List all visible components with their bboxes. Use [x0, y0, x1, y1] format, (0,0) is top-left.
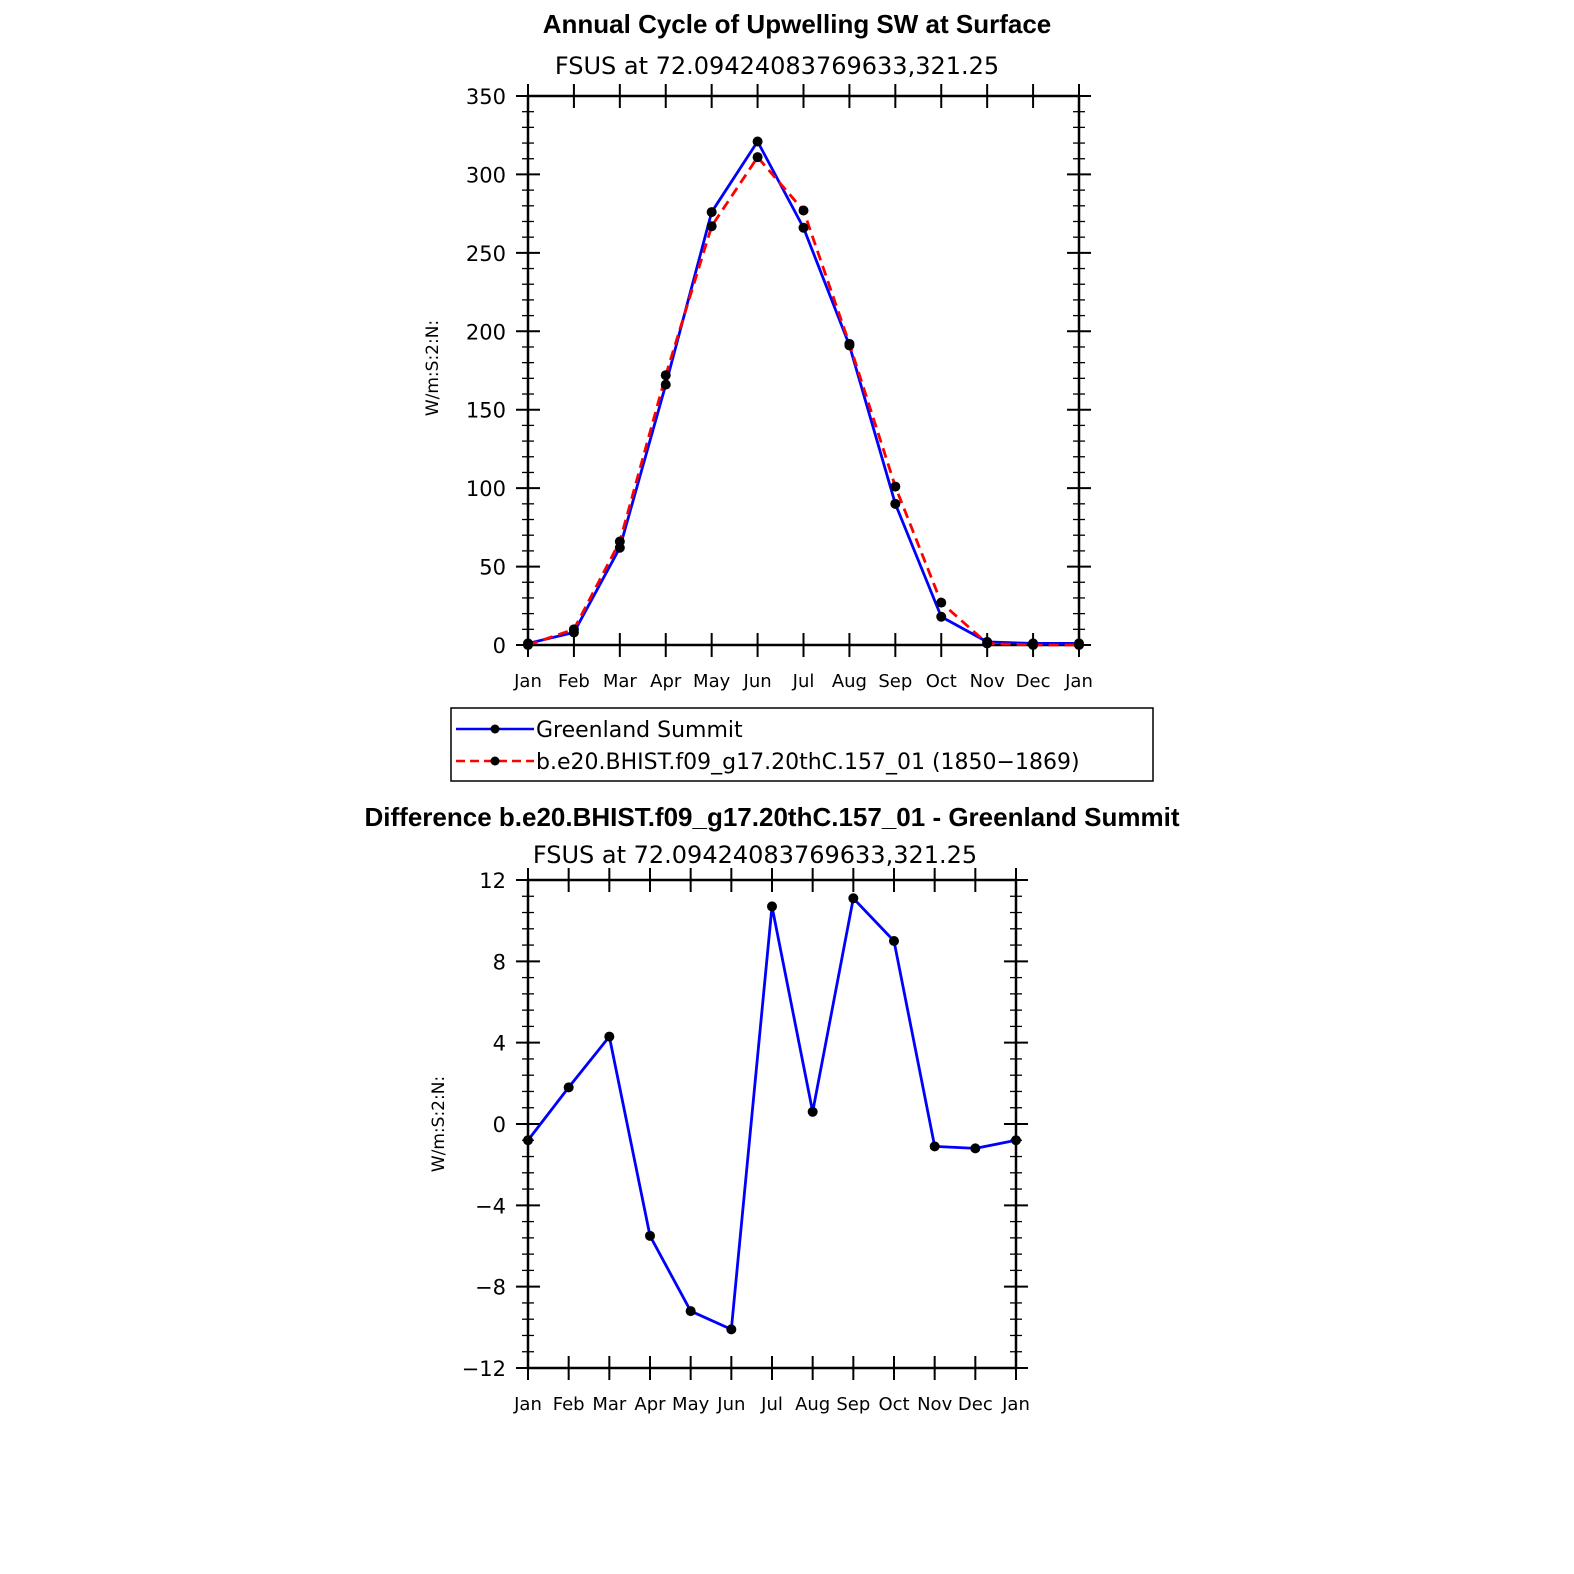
chart-title: Annual Cycle of Upwelling SW at Surface	[542, 9, 1052, 39]
plot-frame	[528, 880, 1016, 1368]
plot-area	[466, 84, 1093, 692]
series-line-0	[528, 898, 1016, 1329]
data-point	[523, 1135, 533, 1145]
x-tick-label: Nov	[917, 1394, 953, 1415]
x-tick-label: May	[693, 671, 731, 692]
data-point	[661, 370, 671, 380]
x-tick-label: Feb	[557, 671, 590, 692]
chart-title: Difference b.e20.BHIST.f09_g17.20thC.157_01 - Greenland Summit	[364, 802, 1180, 832]
data-point	[970, 1143, 980, 1153]
data-point	[936, 598, 946, 608]
y-tick-label: −4	[475, 1194, 506, 1219]
x-tick-label: Feb	[552, 1394, 585, 1415]
y-tick-label: 200	[465, 320, 506, 345]
y-axis-label: W/m:S:2:N:	[429, 1075, 449, 1173]
annual-cycle-chart	[423, 9, 1093, 692]
x-tick-label: Jan	[514, 671, 542, 692]
y-tick-label: 12	[479, 869, 506, 893]
legend-label-model: b.e20.BHIST.f09_g17.20thC.157_01 (1850−1869)	[536, 750, 1080, 775]
data-point	[753, 152, 763, 162]
y-tick-label: 250	[465, 241, 506, 266]
data-point	[890, 499, 900, 509]
y-tick-label: 4	[492, 1031, 506, 1056]
data-point	[799, 206, 809, 216]
x-tick-label: Jan	[1065, 671, 1093, 692]
data-point	[707, 207, 717, 217]
x-tick-label: Oct	[878, 1394, 910, 1415]
y-tick-label: 100	[465, 477, 506, 502]
x-tick-label: Apr	[650, 671, 682, 692]
x-tick-label: Jul	[761, 1394, 783, 1415]
data-point	[799, 223, 809, 233]
legend-marker-model	[491, 757, 500, 766]
data-point	[726, 1324, 736, 1334]
data-point	[564, 1082, 574, 1092]
data-point	[889, 936, 899, 946]
x-tick-label: Jun	[743, 671, 772, 692]
y-tick-label: 0	[492, 634, 506, 658]
x-tick-label: Sep	[836, 1394, 871, 1415]
x-tick-label: Jan	[1002, 1394, 1030, 1415]
x-tick-label: Aug	[831, 671, 867, 692]
data-point	[645, 1231, 655, 1241]
y-tick-label: 0	[492, 1113, 506, 1137]
data-point	[569, 624, 579, 634]
legend	[451, 708, 1153, 781]
data-point	[1028, 640, 1038, 650]
data-point	[661, 380, 671, 390]
data-point	[848, 893, 858, 903]
y-axis-label: W/m:S:2:N:	[423, 319, 443, 417]
legend-label-greenland-summit: Greenland Summit	[536, 718, 743, 743]
x-tick-label: Oct	[925, 671, 957, 692]
data-point	[1074, 640, 1084, 650]
x-tick-label: Mar	[592, 1394, 627, 1415]
x-tick-label: Mar	[602, 671, 637, 692]
data-point	[890, 482, 900, 492]
plot-area	[462, 868, 1030, 1415]
x-tick-label: Dec	[957, 1394, 993, 1415]
y-tick-label: −12	[461, 1357, 506, 1381]
x-tick-label: Dec	[1015, 671, 1051, 692]
y-tick-label: 8	[492, 950, 506, 975]
x-tick-label: Jan	[514, 1394, 542, 1415]
y-tick-label: 350	[465, 85, 506, 109]
data-point	[1011, 1135, 1021, 1145]
data-point	[753, 136, 763, 146]
chart-subtitle: FSUS at 72.09424083769633,321.25	[532, 841, 978, 869]
data-point	[523, 640, 533, 650]
y-tick-label: 150	[465, 398, 506, 423]
data-point	[767, 901, 777, 911]
legend-marker-greenland-summit	[491, 725, 500, 734]
data-point	[707, 221, 717, 231]
data-point	[982, 638, 992, 648]
y-tick-label: 300	[465, 163, 506, 188]
data-point	[604, 1032, 614, 1042]
x-tick-label: Apr	[634, 1394, 666, 1415]
data-point	[936, 612, 946, 622]
x-tick-label: May	[672, 1394, 710, 1415]
data-point	[686, 1306, 696, 1316]
data-point	[930, 1141, 940, 1151]
x-tick-label: Jun	[717, 1394, 746, 1415]
x-tick-label: Sep	[878, 671, 913, 692]
data-point	[615, 536, 625, 546]
y-tick-label: 50	[479, 555, 506, 580]
x-tick-label: Jul	[792, 671, 815, 692]
chart-subtitle: FSUS at 72.09424083769633,321.25	[554, 52, 1000, 80]
data-point	[808, 1107, 818, 1117]
difference-chart	[365, 802, 1180, 1415]
x-tick-label: Aug	[795, 1394, 831, 1415]
data-point	[844, 339, 854, 349]
y-tick-label: −8	[475, 1275, 506, 1300]
x-tick-label: Nov	[969, 671, 1005, 692]
series-line-0	[528, 141, 1079, 643]
